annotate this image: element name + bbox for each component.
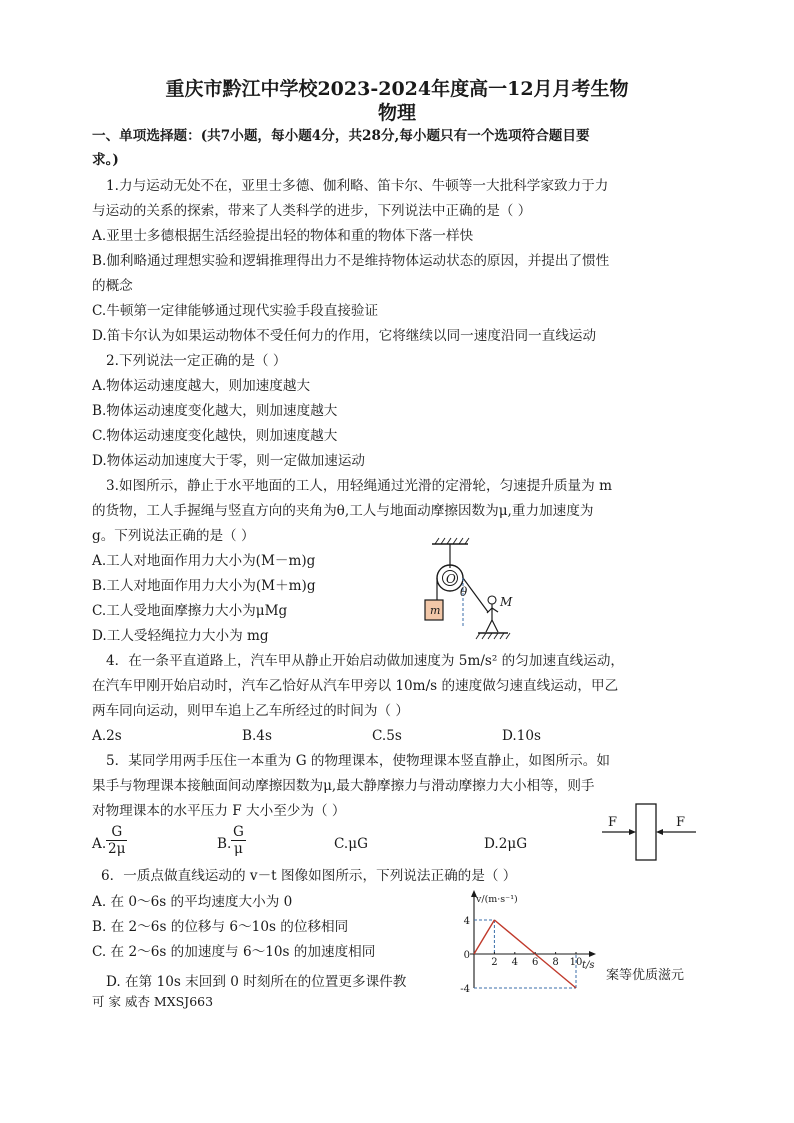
worker-arm (487, 608, 492, 613)
footer-watermark-line: 可 家 威杏 MXSJ663 (92, 994, 214, 1009)
section-heading-cont: 求。) (92, 152, 119, 168)
x-tick-label-8: 8 (552, 957, 559, 968)
q2-option-d: D.物体运动加速度大于零，则一定做加速运动 (92, 453, 366, 469)
cargo-label: m (430, 604, 441, 617)
page-title: 重庆市黔江中学校2023-2024年度高一12月月考生物 (165, 78, 629, 100)
series-segment-1 (494, 920, 535, 954)
q6-option-d: D. 在第 10s 末回到 0 时刻所在的位置更多课件教 (106, 974, 407, 990)
q4-option-d: D.10s (502, 728, 542, 744)
section-heading: 一、单项选择题：(共7小题，每小题4分，共28分,每小题只有一个选项符合题目要 (92, 128, 590, 144)
x-tick-label-4: 4 (511, 957, 518, 968)
q5-option-b-fraction (231, 824, 246, 857)
ground-hatch (476, 633, 510, 639)
q1-option-d: D.笛卡尔认为如果运动物体不受任何力的作用，它将继续以同一速度沿同一直线运动 (92, 328, 597, 344)
page-subtitle: 物理 (377, 102, 416, 124)
x-tick-label-6: 6 (532, 957, 539, 968)
q6-option-c: C. 在 2～6s 的加速度与 6～10s 的加速度相同 (92, 944, 376, 960)
pulley-label: O (446, 572, 456, 586)
q1-option-b-cont: 的概念 (92, 278, 133, 294)
left-arrow-head (629, 829, 636, 835)
angle-label: θ (460, 585, 468, 599)
right-arrow-head (656, 829, 663, 835)
watermark-text: 案等优质滋元 (606, 968, 685, 983)
x-axis-label: t/s (582, 960, 595, 971)
worker-label: M (500, 595, 513, 609)
q5-stem-cont2: 对物理课本的水平压力 F 大小至少为（ ） (92, 803, 346, 819)
q1-option-b: B.伽利略通过理想实验和逻辑推理得出力不是维持物体运动状态的原因，并提出了惯性 (92, 253, 610, 269)
q4-stem: 4．在一条平直道路上，汽车甲从静止开始启动做加速度为 5m/s² 的匀加速直线运动， (106, 653, 625, 669)
q4-option-c: C.5s (372, 728, 402, 744)
q3-stem-cont2: g。下列说法正确的是（ ） (92, 528, 255, 544)
q3-stem: 3.如图所示，静止于水平地面的工人，用轻绳通过光滑的定滑轮，匀速提升质量为 m (106, 478, 612, 494)
y-axis-label: v/(m·s⁻¹) (476, 894, 518, 905)
q4-stem-cont2: 两车同向运动，则甲车追上乙车所经过的时间为（ ） (92, 703, 409, 719)
q1-stem-cont: 与运动的关系的探索，带来了人类科学的进步，下列说法中正确的是（ ） (92, 203, 532, 219)
ceiling-hatch (435, 538, 469, 544)
q4-stem-cont: 在汽车甲刚开始启动时，汽车乙恰好从汽车甲旁以 10m/s 的速度做匀速直线运动，甲乙 (92, 678, 619, 694)
worker-leg-2 (492, 620, 498, 632)
worker-arm-2 (492, 608, 498, 612)
q5-stem-cont: 果手与物理课本接触面间动摩擦因数为μ,最大静摩擦力与滑动摩擦力大小相等，则手 (92, 778, 595, 794)
q5-option-d: D.2μG (484, 836, 528, 852)
q5-stem: 5．某同学用两手压住一本重为 G 的物理课本，使物理课本竖直静止，如图所示。如 (106, 753, 610, 769)
q3-pulley-figure (418, 536, 518, 644)
q2-option-c: C.物体运动速度变化越快，则加速度越大 (92, 428, 338, 444)
series-segment-0 (474, 920, 494, 954)
q3-option-b: B.工人对地面作用力大小为(M＋m)g (92, 578, 316, 594)
q2-option-a: A.物体运动速度越大，则加速度越大 (92, 378, 311, 394)
q6-stem: 6．一质点做直线运动的 v－t 图像如图所示，下列说法正确的是（ ） (101, 868, 517, 884)
x-tick-label-2: 2 (491, 957, 498, 968)
left-force-label: F (608, 815, 618, 830)
q5-option-b-numerator: G (233, 824, 244, 840)
q5-option-a-prefix: A. (92, 836, 107, 852)
worker-leg (486, 620, 492, 632)
q5-option-b-prefix: B. (217, 836, 232, 852)
q5-option-b-denominator: μ (234, 841, 243, 857)
y-tick-label--4: -4 (460, 984, 470, 995)
q5-option-c: C.μG (334, 836, 368, 852)
q5-option-a-denominator: 2μ (108, 841, 126, 857)
q3-option-c: C.工人受地面摩擦力大小为μMg (92, 603, 288, 619)
y-tick-label-4: 4 (463, 916, 470, 927)
q3-option-a: A.工人对地面作用力大小为(M－m)g (92, 553, 316, 569)
q1-option-a: A.亚里士多德根据生活经验提出轻的物体和重的物体下落一样快 (92, 228, 474, 244)
q6-option-a: A. 在 0～6s 的平均速度大小为 0 (92, 894, 293, 910)
q4-option-b: B.4s (242, 728, 272, 744)
q4-option-a: A.2s (92, 728, 122, 744)
q1-option-c: C.牛顿第一定律能够通过现代实验手段直接验证 (92, 303, 379, 319)
y-tick-label-0: 0 (463, 950, 470, 961)
q1-stem: 1.力与运动无处不在，亚里士多德、伽利略、笛卡尔、牛顿等一大批科学家致力于力 (106, 178, 609, 194)
q5-book-figure (596, 800, 706, 864)
q2-option-b: B.物体运动速度变化越大，则加速度越大 (92, 403, 338, 419)
book-rect (636, 804, 656, 860)
x-tick-label-10: 10 (569, 957, 583, 968)
worker-head (488, 596, 496, 604)
q2-stem: 2.下列说法一定正确的是（ ） (106, 353, 287, 369)
q5-option-a-numerator: G (106, 824, 127, 841)
q3-option-d: D.工人受轻绳拉力大小为 mg (92, 628, 269, 644)
q6-option-b: B. 在 2～6s 的位移与 6～10s 的位移相同 (92, 919, 349, 935)
q5-option-a-fraction (106, 824, 127, 857)
right-force-label: F (676, 815, 686, 830)
q3-stem-cont: 的货物，工人手握绳与竖直方向的夹角为θ,工人与地面动摩擦因数为μ,重力加速度为 (92, 503, 594, 519)
vt-chart (440, 888, 610, 996)
x-axis-arrow (589, 951, 596, 957)
